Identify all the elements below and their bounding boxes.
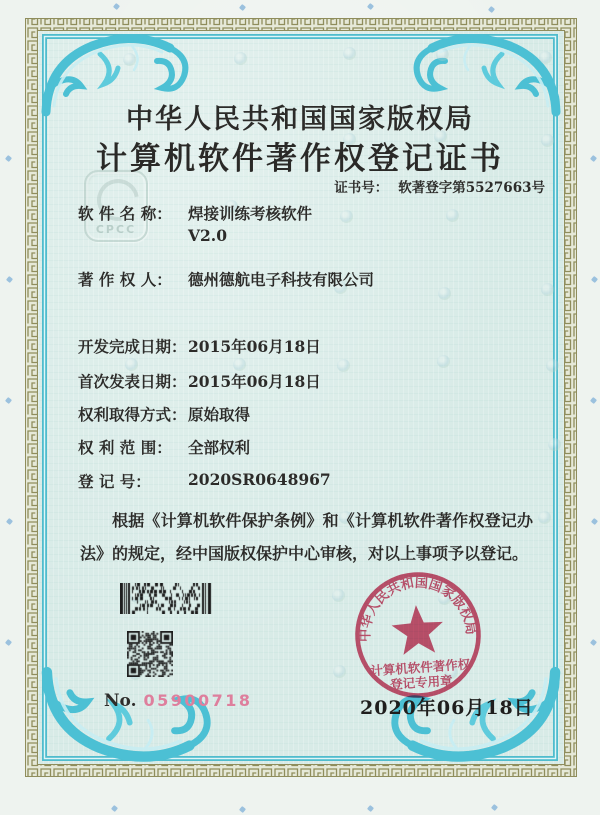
field-value: 德州德航电子科技有限公司 [188,270,375,289]
seal-subtitle-line1: 计算机软件著作权 [369,656,471,679]
watermark-dot [539,51,552,64]
watermark-dot [125,358,138,371]
field-row-rights-acquisition [78,403,251,425]
field-value: 全部权利 [188,438,251,457]
watermark-dot [548,438,561,451]
seal-star [390,603,445,655]
field-value: 2015年06月18日 [188,372,321,391]
field-row-first-publish-date [78,370,321,392]
watermark-dot [123,53,136,66]
field-label: 权 利 范 围： [78,438,172,457]
field-value: 原始取得 [188,405,251,424]
watermark-dot [343,47,356,60]
official-red-seal [348,565,488,705]
watermark-dot [332,589,345,602]
field-row-software-name [78,202,313,224]
issue-date: 2020年06月18日 [360,697,534,719]
seal-subtitle-line2: 登记专用章 [389,672,454,693]
watermark-dot [541,283,554,296]
issuer-title: 中华人民共和国国家版权局 [126,104,474,135]
field-row-dev-complete-date [78,335,321,357]
seal-ring-text: 中华人民共和国国家版权局 [357,574,480,643]
field-value: 2020SR0648967 [188,470,331,489]
field-label: 软 件 名 称： [78,204,172,223]
corner-flourish-bottom-left [46,672,207,757]
field-label: 开发完成日期： [78,337,187,356]
field-row-copyright-owner [78,268,375,290]
certificate-number-label: 证书号： [334,180,389,196]
watermark-label: CPCC [95,223,137,236]
serial-prefix: No. [104,691,137,711]
field-value: 2015年06月18日 [188,337,321,356]
watermark-dot [437,355,450,368]
certificate-number-value: 软著登字第5527663号 [398,180,545,196]
field-value: 焊接训练考核软件 [188,204,313,223]
certificate-number-line [334,176,545,196]
serial-number: 05900718 [143,691,253,710]
qr-code [127,631,173,677]
pdf417-barcode [120,583,212,614]
field-label: 权利取得方式： [78,405,187,424]
field-label: 著 作 权 人： [78,270,172,289]
watermark-dot [333,665,346,678]
field-label: 登 记 号： [78,472,151,491]
field-label: 首次发表日期： [78,372,187,391]
certificate-title: 计算机软件著作权登记证书 [96,141,504,177]
software-version: V2.0 [188,226,227,245]
field-row-rights-scope [78,436,251,458]
registration-statement: 根据《计算机软件保护条例》和《计算机软件著作权登记办法》的规定，经中国版权保护中心审核，对以上事项予以登记。 [80,511,533,563]
field-row-registration-number [78,470,331,492]
serial-number-line [104,691,253,711]
